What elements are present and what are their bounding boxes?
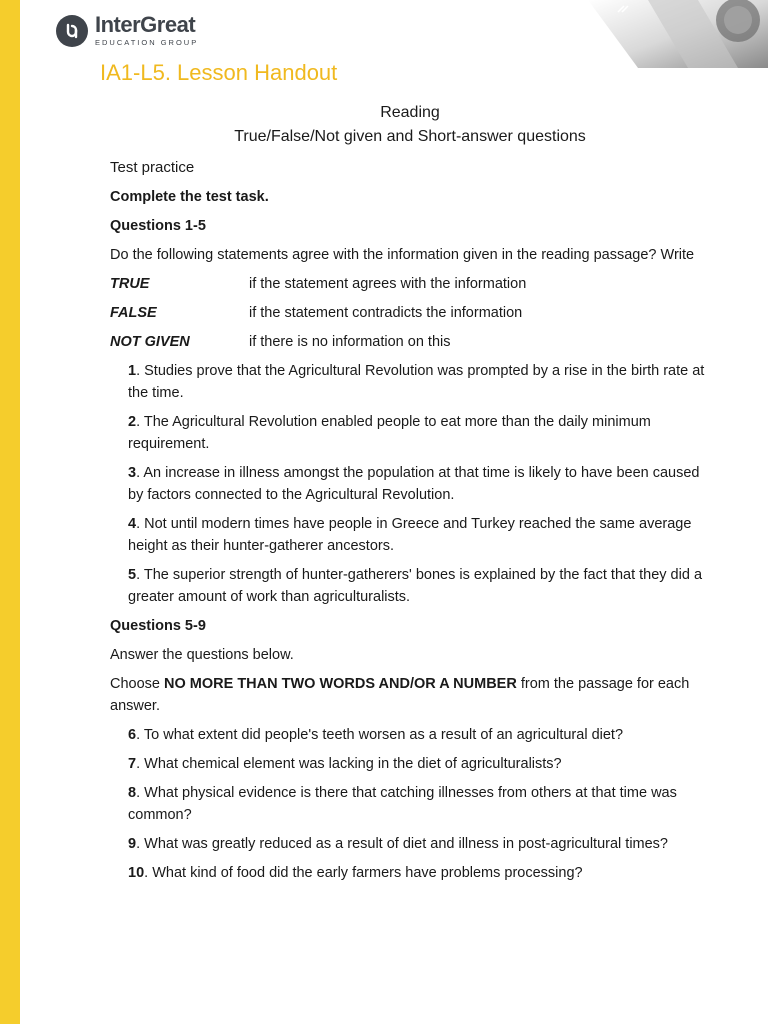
key-term: NOT GIVEN <box>110 334 190 350</box>
complete-task-text: Complete the test task. <box>110 189 269 205</box>
question-text: . The Agricultural Revolution enabled people to eat more than the daily minimum requirement. <box>128 414 651 452</box>
key-desc: if the statement agrees with the information <box>249 276 527 292</box>
word-limit: NO MORE THAN TWO WORDS AND/OR A NUMBER <box>164 676 517 692</box>
question-item <box>128 833 710 855</box>
question-text: . What kind of food did the early farmers have problems processing? <box>144 865 583 881</box>
section-heading: Reading <box>380 104 440 121</box>
key-row-false <box>110 302 710 324</box>
question-item <box>128 513 710 557</box>
question-item <box>128 753 710 775</box>
question-item <box>128 462 710 506</box>
logo-name: InterGreat <box>95 12 196 37</box>
question-item <box>128 360 710 404</box>
question-number: 4 <box>128 516 137 532</box>
question-text: . What chemical element was lacking in the diet of agriculturalists? <box>136 756 562 772</box>
question-number: 2 <box>128 414 137 430</box>
question-text: . Not until modern times have people in Greece and Turkey reached the same average height as their hunter-gatherer ancestors. <box>128 516 692 554</box>
question-item <box>128 782 710 826</box>
question-text: . What physical evidence is there that catching illnesses from others at that time was common? <box>128 785 677 823</box>
part2-instruction-2: Choose NO MORE THAN TWO WORDS AND/OR A NUMBER from the passage for each answer. <box>110 676 690 714</box>
logo-subtitle: EDUCATION GROUP <box>95 38 199 47</box>
corner-decorative-photo <box>588 0 768 68</box>
question-text: . An increase in illness amongst the population at that time is likely to have been caused by factors connected to the Agricultural Revolution. <box>128 465 700 503</box>
question-number: 5 <box>128 567 137 583</box>
key-desc: if the statement contradicts the information <box>249 305 523 321</box>
yellow-side-bar <box>0 0 20 1024</box>
document-content <box>110 102 710 884</box>
question-text: . What was greatly reduced as a result of diet and illness in post-agricultural times? <box>136 836 668 852</box>
question-number: 9 <box>128 836 137 852</box>
test-practice-heading: Test practice <box>110 159 195 176</box>
question-number: 7 <box>128 756 137 772</box>
section-subtitle: True/False/Not given and Short-answer questions <box>234 128 586 145</box>
question-item <box>128 862 710 884</box>
key-desc: if there is no information on this <box>249 334 451 350</box>
question-text: . To what extent did people's teeth worsen as a result of an agricultural diet? <box>136 727 624 743</box>
question-number: 10 <box>128 865 145 881</box>
question-number: 1 <box>128 363 137 379</box>
question-item <box>128 564 710 608</box>
handout-title: IA1-L5. Lesson Handout <box>100 60 338 85</box>
intergreat-logo <box>56 14 198 47</box>
part2-instruction-1: Answer the questions below. <box>110 647 294 663</box>
questions-1-5-label: Questions 1-5 <box>110 218 206 234</box>
questions-5-9-label: Questions 5-9 <box>110 618 206 634</box>
part1-instruction: Do the following statements agree with the information given in the reading passage? Write <box>110 247 695 263</box>
question-number: 8 <box>128 785 137 801</box>
question-item <box>128 724 710 746</box>
question-number: 6 <box>128 727 137 743</box>
question-text: . The superior strength of hunter-gatherers' bones is explained by the fact that they did a greater amount of work than agriculturalists. <box>128 567 703 605</box>
key-row-not-given <box>110 331 710 353</box>
key-term: TRUE <box>110 276 150 292</box>
question-item <box>128 411 710 455</box>
question-number: 3 <box>128 465 137 481</box>
logo-mark-icon <box>56 15 88 47</box>
question-text: . Studies prove that the Agricultural Revolution was prompted by a rise in the birth rate at the time. <box>128 363 705 401</box>
key-term: FALSE <box>110 305 157 321</box>
key-row-true <box>110 273 710 295</box>
